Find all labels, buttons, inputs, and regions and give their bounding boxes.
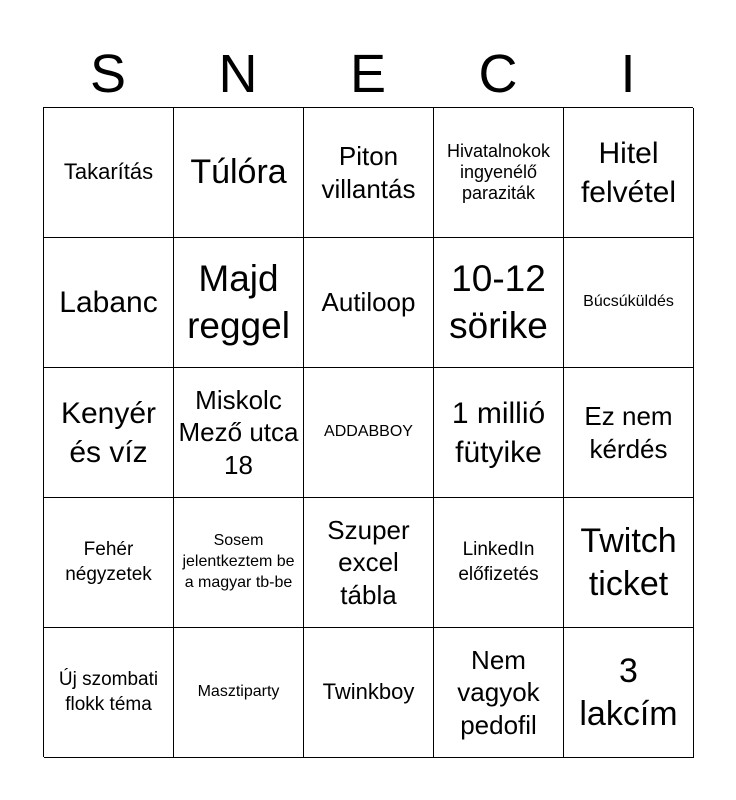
bingo-cell[interactable]: Piton villantás [304, 108, 434, 238]
bingo-cell[interactable]: Új szombati flokk téma [44, 628, 174, 758]
bingo-cell[interactable]: Miskolc Mező utca 18 [174, 368, 304, 498]
header-letter: C [478, 44, 518, 104]
bingo-cell[interactable]: 1 millió fütyike [434, 368, 564, 498]
bingo-cell[interactable]: 3 lakcím [564, 628, 694, 758]
bingo-cell[interactable]: Búcsúküldés [564, 238, 694, 368]
header-letter: S [89, 44, 127, 104]
bingo-cell[interactable]: Majd reggel [174, 238, 304, 368]
bingo-cell[interactable]: Twinkboy [304, 628, 434, 758]
bingo-cell[interactable]: Hitel felvétel [564, 108, 694, 238]
header-letter: N [218, 44, 258, 104]
bingo-cell[interactable]: Kenyér és víz [44, 368, 174, 498]
bingo-header [43, 40, 693, 108]
bingo-cell[interactable]: 10-12 sörike [434, 238, 564, 368]
bingo-cell[interactable]: Sosem jelentkeztem be a magyar tb-be [174, 498, 304, 628]
bingo-cell[interactable]: Szuper excel tábla [304, 498, 434, 628]
bingo-cell[interactable]: Fehér négyzetek [44, 498, 174, 628]
header-letter: I [620, 44, 636, 104]
bingo-cell[interactable]: Ez nem kérdés [564, 368, 694, 498]
bingo-cell[interactable]: ADDABBOY [304, 368, 434, 498]
bingo-cell[interactable]: Hivatalnokok ingyenélő paraziták [434, 108, 564, 238]
bingo-cell[interactable]: Túlóra [174, 108, 304, 238]
bingo-cell[interactable]: Labanc [44, 238, 174, 368]
bingo-cell[interactable]: Nem vagyok pedofil [434, 628, 564, 758]
bingo-cell[interactable]: LinkedIn előfizetés [434, 498, 564, 628]
bingo-cell[interactable]: Autiloop [304, 238, 434, 368]
bingo-cell[interactable]: Twitch ticket [564, 498, 694, 628]
bingo-cell[interactable]: Takarítás [44, 108, 174, 238]
bingo-cell[interactable]: Masztiparty [174, 628, 304, 758]
header-letter: E [349, 44, 387, 104]
bingo-board [43, 107, 693, 757]
